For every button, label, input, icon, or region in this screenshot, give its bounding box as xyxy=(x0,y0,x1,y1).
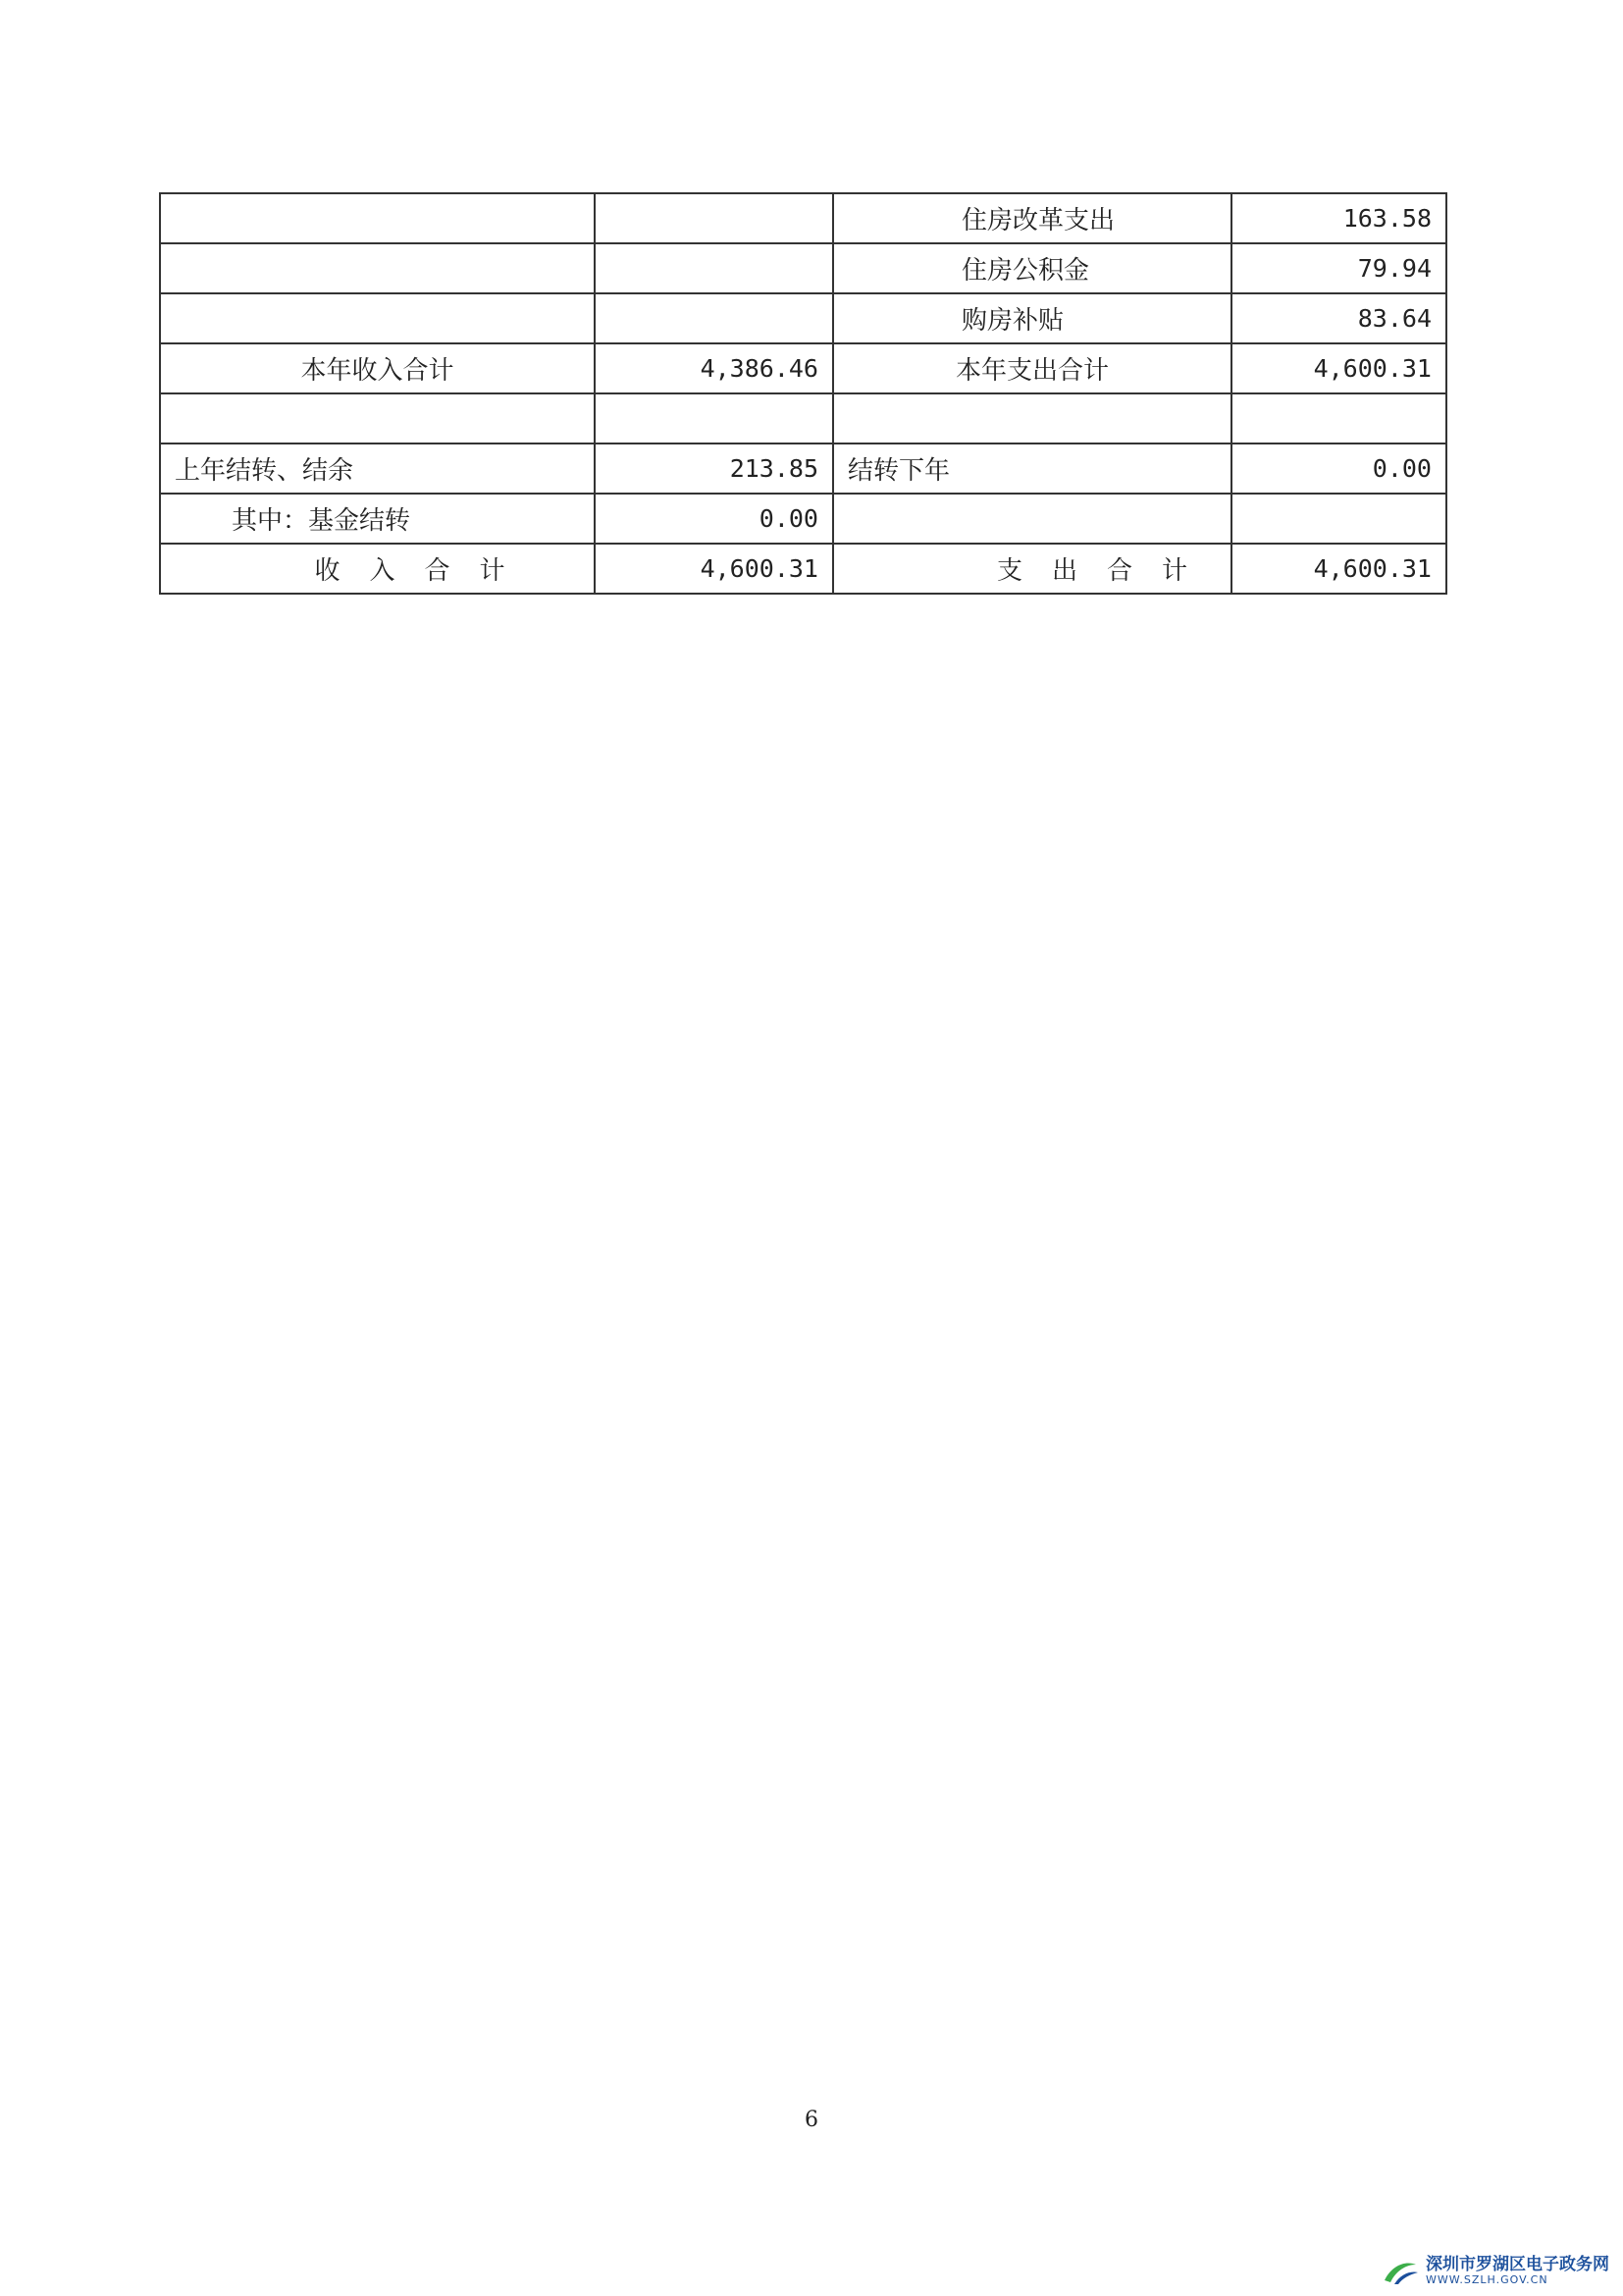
page-number: 6 xyxy=(805,2108,818,2132)
prior-year-carryover-label: 上年结转、结余 xyxy=(160,444,595,494)
expense-item-cell: 购房补贴 xyxy=(833,293,1231,343)
expense-item-cell xyxy=(833,393,1231,444)
income-amount-cell xyxy=(595,393,833,444)
income-total-label: 本年收入合计 xyxy=(160,343,595,393)
grand-expense-total-label: 支出合计 xyxy=(833,544,1231,594)
expense-item-cell: 住房改革支出 xyxy=(833,193,1231,243)
expense-item-cell: 住房公积金 xyxy=(833,243,1231,293)
watermark-url: WWW.SZLH.GOV.CN xyxy=(1426,2273,1548,2287)
income-amount-cell xyxy=(595,193,833,243)
table-row xyxy=(160,544,1446,594)
grand-income-total-label: 收入合计 xyxy=(160,544,595,594)
prior-year-carryover-amount: 213.85 xyxy=(595,444,833,494)
expense-total-amount: 4,600.31 xyxy=(1231,343,1446,393)
swoosh-logo-icon xyxy=(1381,2257,1420,2286)
watermark-name: 深圳市罗湖区电子政务网 xyxy=(1426,2255,1609,2275)
grand-expense-total-amount: 4,600.31 xyxy=(1231,544,1446,594)
expense-amount-cell xyxy=(1231,494,1446,544)
income-item-cell xyxy=(160,393,595,444)
expense-amount-cell xyxy=(1231,393,1446,444)
income-item-cell xyxy=(160,193,595,243)
income-amount-cell xyxy=(595,243,833,293)
expense-item-cell xyxy=(833,494,1231,544)
carry-forward-amount: 0.00 xyxy=(1231,444,1446,494)
table-row xyxy=(160,393,1446,444)
fund-carryover-amount: 0.00 xyxy=(595,494,833,544)
carry-forward-label: 结转下年 xyxy=(833,444,1231,494)
expense-amount-cell: 79.94 xyxy=(1231,243,1446,293)
income-item-cell xyxy=(160,293,595,343)
table-row xyxy=(160,243,1446,293)
table-row xyxy=(160,343,1446,393)
watermark xyxy=(1381,2257,1609,2286)
table-row xyxy=(160,444,1446,494)
fund-carryover-label: 其中：基金结转 xyxy=(160,494,595,544)
income-amount-cell xyxy=(595,293,833,343)
expense-amount-cell: 83.64 xyxy=(1231,293,1446,343)
income-total-amount: 4,386.46 xyxy=(595,343,833,393)
expense-amount-cell: 163.58 xyxy=(1231,193,1446,243)
budget-table xyxy=(159,192,1447,595)
grand-income-total-amount: 4,600.31 xyxy=(595,544,833,594)
income-item-cell xyxy=(160,243,595,293)
table-row xyxy=(160,494,1446,544)
table-row xyxy=(160,293,1446,343)
expense-total-label: 本年支出合计 xyxy=(833,343,1231,393)
table-row xyxy=(160,193,1446,243)
